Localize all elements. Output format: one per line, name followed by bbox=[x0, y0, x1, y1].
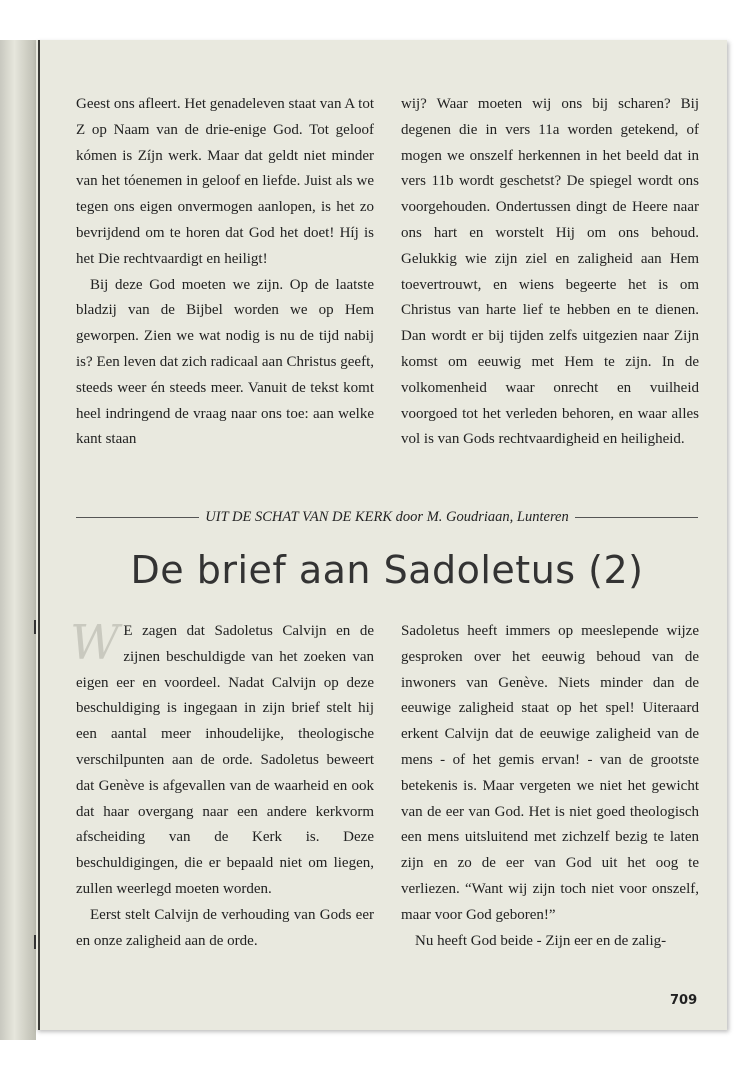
paragraph-text: E zagen dat Sadoletus Calvijn en de zijnen beschuldigde van het zoeken van eigen eer en voordeel. Nadat Calvijn op deze beschuldiging is ingegaan in zijn brief stelt hij een aantal meer inhoudelijke, theologische verschilpunten aan de orde. Sadoletus beweert dat Genève is afgevallen van de waarheid en ook dat haar overgang naar een andere kerkvorm afscheiding van de Kerk is. Deze beschuldigingen, die er bepaald niet om liegen, zullen weerlegd moeten worden. bbox=[76, 623, 374, 897]
article-left-column bbox=[70, 615, 374, 954]
paragraph: Bij deze God moeten we zijn. Op de laatste bladzij van de Bijbel worden we op Hem geworpen. Zien we wat nodig is nu de tijd nabij is? Een leven dat zich radicaal aan Christus geeft, steeds weer én steeds meer. Vanuit de tekst komt heel indringend de vraag naar ons toe: aan welke kant staan bbox=[76, 276, 374, 448]
article-right-column bbox=[401, 619, 699, 954]
page-number: 709 bbox=[670, 993, 698, 1008]
binding-mark bbox=[34, 935, 42, 949]
top-left-column bbox=[76, 92, 374, 453]
binding-mark bbox=[34, 620, 42, 634]
spine-line bbox=[38, 40, 40, 1030]
paragraph: wij? Waar moeten wij ons bij scharen? Bij degenen die in vers 11a worden getekend, of mogen we onszelf herkennen in het beeld dat in vers 11b wordt geschetst? De spiegel wordt ons voorgehouden. Ondertussen dingt de Heere naar ons hart en worstelt Hij om ons behoud. Gelukkig wie zijn ziel en zaligheid aan Hem toevertrouwt, en wiens begeerte het is om Christus van harte lief te hebben en te dienen. Dan wordt er bij tijden zelfs uitgezien naar Zijn komst om eeuwig met Hem te zijn. In de volkomenheid waar onrecht en vuilheid voorgoed tot het verleden behoren, en waar alles vol is van Gods rechtvaardigheid en heiligheid. bbox=[401, 96, 699, 448]
paragraph: Geest ons afleert. Het genadeleven staat van A tot Z op Naam van de drie-enige God. Tot geloof kómen is Zíjn werk. Maar dat geldt niet minder van het tóenemen in geloof en liefde. Juist als we tegen ons eigen onvermogen aanlopen, is het zo bevrijdend om te horen dat God het doet! Híj is het Die rechtvaardigt en heiligt! bbox=[76, 96, 374, 267]
paragraph bbox=[70, 615, 374, 903]
paragraph: Nu heeft God beide - Zijn eer en de zalig- bbox=[415, 932, 667, 949]
rule-right bbox=[575, 517, 698, 518]
drop-cap: W bbox=[70, 615, 120, 671]
paragraph: Sadoletus heeft immers op meeslepende wijze gesproken over het eeuwig behoud van de inwoners van Genève. Niets minder dan de eeuwige zaligheid staat op het spel! Uiteraard erkent Calvijn dat de eeuwige zaligheid van de mens - of het gemis ervan! - van de grootste betekenis is. Maar vergeten we niet het gewicht van de eer van God. Het is niet goed theologisch een mens uitsluitend met zichzelf bezig te laten zijn en zo de eer van God uit het oog te verliezen. “Want wij zijn toch niet voor onszelf, maar voor God geboren!” bbox=[401, 623, 699, 923]
rule-left bbox=[76, 517, 199, 518]
section-label-text: UIT DE SCHAT VAN DE KERK door M. Goudriaan, Lunteren bbox=[205, 508, 569, 525]
top-right-column bbox=[401, 92, 699, 453]
paragraph: Eerst stelt Calvijn de verhouding van Gods eer en onze zaligheid aan de orde. bbox=[76, 906, 374, 949]
book-edge bbox=[0, 40, 36, 1040]
article-title: De brief aan Sadoletus (2) bbox=[130, 548, 644, 592]
section-label bbox=[76, 507, 698, 527]
